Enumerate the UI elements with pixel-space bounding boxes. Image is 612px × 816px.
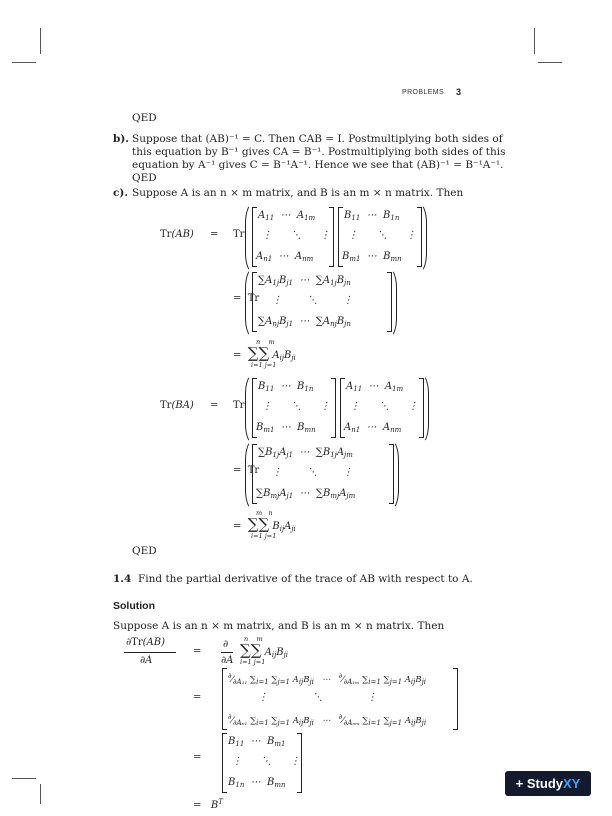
math-tr-ab: Tr(AB) [160, 229, 194, 240]
math-partial-numerator: ∂Tr(AB) [126, 637, 165, 648]
crop-mark [40, 784, 41, 804]
problem-statement: Find the partial derivative of the trace of AB with respect to A. [138, 573, 473, 585]
page-number: 3 [456, 87, 462, 97]
math-partial-denominator: ∂A [140, 655, 153, 666]
math-entry: ⋮ ⋱ ⋮ [272, 295, 353, 306]
math-entry: $\sum A_{nj}B_{j1}$ ⋯ $\sum A_{nj}B_{jn}$ [258, 316, 351, 328]
math-sum-limit: n m [244, 635, 263, 643]
crop-mark [538, 62, 562, 63]
math-entry: ⋮ ⋱ ⋮ [348, 230, 417, 241]
math-partial-op: ∂ [223, 639, 229, 650]
math-result: = $B^T$ [193, 798, 223, 811]
crop-mark [12, 62, 36, 63]
solution-heading: Solution [113, 600, 155, 612]
math-equals: = [210, 400, 219, 411]
math-entry: $\sum B_{mj}A_{j1}$ ⋯ $\sum B_{mj}A_{jm}$ [256, 488, 356, 500]
crop-mark [534, 28, 535, 54]
math-equals: = Tr [233, 293, 260, 304]
part-c-text: Suppose A is an n × m matrix, and B is an m × n matrix. Then [132, 187, 464, 199]
math-entry: $^\partial⁄_{\partial A_{11}}$ $\sum_{i=1}$ $\sum_{j=1}$ $A_{ij}B_{ji}$ ⋯ $^\partial⁄_{\partial A_{1m}}$ $\sum_{i=1}$ $\sum_{j=1}$ $A_{ij}B_{ji}$ [228, 672, 427, 686]
math-entry: $B_{11}$ ⋯ $B_{1n}$ [344, 210, 400, 222]
math-sum-limit: m n [256, 509, 273, 517]
running-header: PROBLEMS [402, 89, 445, 96]
part-b-text: Suppose that (AB)⁻¹ = C. Then CAB = I. Postmultiplying both sides of [132, 133, 503, 145]
math-fraction-bar [124, 652, 176, 653]
math-entry: $A_{n1}$ ⋯ $A_{nm}$ [256, 251, 314, 263]
math-tr: Tr [233, 400, 245, 411]
math-entry: ⋮ ⋱ ⋮ [258, 692, 378, 703]
math-sum-limit: i=1 j=1 [251, 361, 277, 369]
part-c-label: c). [113, 187, 129, 199]
math-equals: = [193, 646, 202, 657]
math-entry: $\sum B_{1j}A_{j1}$ ⋯ $\sum B_{1j}A_{jm}$ [258, 447, 353, 459]
math-equals: = Tr [233, 465, 260, 476]
part-b-label: b). [113, 133, 129, 145]
math-entry: $\sum A_{1j}B_{j1}$ ⋯ $\sum A_{1j}B_{jn}$ [258, 275, 351, 287]
math-entry: ⋮ ⋱ ⋮ [262, 401, 331, 412]
math-entry: $A_{n1}$ ⋯ $A_{nm}$ [344, 422, 402, 434]
solution-text: Suppose A is an n × m matrix, and B is an m × n matrix. Then [113, 620, 445, 632]
math-fraction-bar [221, 652, 233, 653]
math-entry: $A_{11}$ ⋯ $A_{1m}$ [346, 381, 404, 393]
math-double-sum: = ∑∑ $A_{ij}B_{ji}$ [233, 344, 296, 362]
math-sum-limit: i=1 j=1 [240, 658, 266, 666]
math-partial-op: ∂A [221, 655, 234, 666]
math-sum-limit: i=1 j=1 [251, 532, 277, 540]
math-tr: Tr [233, 229, 245, 240]
math-entry: ⋮ ⋱ ⋮ [262, 230, 331, 241]
math-entry: $B_{11}$ ⋯ $B_{1n}$ [258, 381, 314, 393]
part-b-text: equation by A⁻¹ gives C = B⁻¹A⁻¹. Hence we see that (AB)⁻¹ = B⁻¹A⁻¹. [132, 159, 504, 171]
math-entry: $B_{m1}$ ⋯ $B_{mn}$ [342, 251, 402, 263]
qed-mark: QED [132, 545, 157, 557]
math-equals: = [193, 752, 202, 763]
crop-mark [40, 28, 41, 54]
math-double-sum: = ∑∑ $B_{ij}A_{ji}$ [233, 515, 296, 533]
math-sum-limit: n m [256, 338, 275, 346]
math-entry: $B_{11}$ ⋯ $B_{m1}$ [228, 736, 286, 748]
math-entry: $^\partial⁄_{\partial A_{n1}}$ $\sum_{i=1}$ $\sum_{j=1}$ $A_{ij}B_{ji}$ ⋯ $^\partial⁄_{\partial A_{nm}}$ $\sum_{i=1}$ $\sum_{j=1}$ $A_{ij}B_{ji}$ [228, 713, 427, 727]
math-double-sum: ∑∑ $A_{ij}B_{ji}$ [240, 641, 289, 659]
math-tr-ba: Tr(BA) [160, 400, 194, 411]
crop-mark [12, 778, 36, 779]
math-entry: ⋮ ⋱ ⋮ [232, 756, 301, 767]
studyxy-logo: + StudyXY [505, 771, 591, 796]
math-entry: $B_{1n}$ ⋯ $B_{mn}$ [228, 777, 286, 789]
math-entry: $B_{m1}$ ⋯ $B_{mn}$ [256, 422, 316, 434]
qed-mark: QED [132, 112, 157, 124]
math-entry: ⋮ ⋱ ⋮ [272, 467, 353, 478]
math-entry: $A_{11}$ ⋯ $A_{1m}$ [258, 210, 316, 222]
problem-number: 1.4 [113, 573, 132, 585]
math-entry: ⋮ ⋱ ⋮ [350, 401, 419, 412]
math-equals: = [210, 229, 219, 240]
qed-mark: QED [132, 172, 157, 184]
math-equals: = [193, 692, 202, 703]
part-b-text: this equation by B⁻¹ gives CA = B⁻¹. Postmultiplying both sides of this [132, 146, 506, 158]
